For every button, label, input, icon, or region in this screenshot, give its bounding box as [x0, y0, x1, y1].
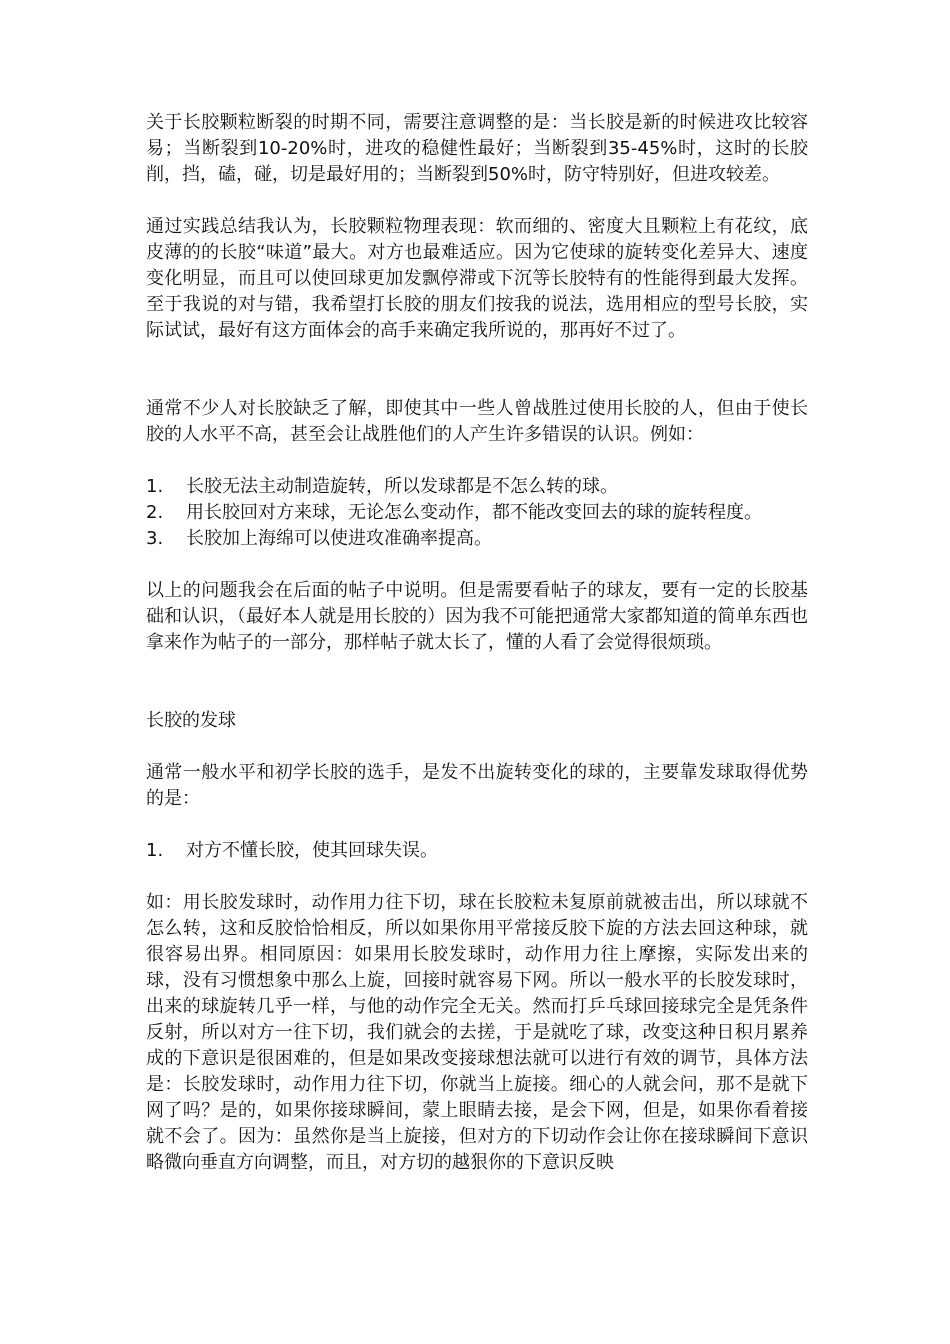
- spacer: [146, 812, 808, 838]
- paragraph-posts-note: 以上的问题我会在后面的帖子中说明。但是需要看帖子的球友，要有一定的长胶基础和认识，（最好本人就是用长胶的）因为我不可能把通常大家都知道的简单东西也拿来作为帖子的一部分，那样帖子就太长了，懂的人看了会觉得很烦琐。: [146, 580, 808, 653]
- spacer: [146, 734, 808, 760]
- paragraph-particle-breakage: 关于长胶颗粒断裂的时期不同，需要注意调整的是：当长胶是新的时候进攻比较容易；当断裂到10-20%时，进攻的稳健性最好；当断裂到35-45%时，这时的长胶削，挡，磕，碰，切是最好用的；当断裂到50%时，防守特别好，但进攻较差。: [146, 112, 808, 185]
- list-item: [146, 474, 808, 500]
- list-item-text: 长胶加上海绵可以使进攻准确率提高。: [186, 528, 492, 549]
- section-heading: 长胶的发球: [146, 710, 236, 731]
- list-item-text: 用长胶回对方来球，无论怎么变动作，都不能改变回去的球的旋转程度。: [186, 502, 762, 523]
- list-item-text: 长胶无法主动制造旋转，所以发球都是不怎么转的球。: [186, 476, 618, 497]
- paragraph-serve-intro: 通常一般水平和初学长胶的选手，是发不出旋转变化的球的，主要靠发球取得优势的是：: [146, 762, 808, 809]
- list-item: [146, 500, 808, 526]
- list-item: [146, 526, 808, 552]
- paragraph-practice-summary: 通过实践总结我认为，长胶颗粒物理表现：软而细的、密度大且颗粒上有花纹，底皮薄的的长胶“味道”最大。对方也最难适应。因为它使球的旋转变化差异大、速度变化明显，而且可以使回球更加发飘停滞或下沉等长胶特有的性能得到最大发挥。至于我说的对与错，我希望打长胶的朋友们按我的说法，选用相应的型号长胶，实际试试，最好有这方面体会的高手来确定我所说的，那再好不过了。: [146, 216, 808, 341]
- spacer: [146, 448, 808, 474]
- list-item-number: 3.: [146, 528, 164, 549]
- list-item: [146, 838, 808, 864]
- list-item-number: 1.: [146, 476, 164, 497]
- spacer: [146, 344, 808, 396]
- misconceptions-list: [146, 474, 808, 552]
- spacer: [146, 552, 808, 578]
- list-item-number: 1.: [146, 840, 164, 861]
- list-item-number: 2.: [146, 502, 164, 523]
- paragraph-serve-example: 如：用长胶发球时，动作用力往下切，球在长胶粒未复原前就被击出，所以球就不怎么转，这和反胶恰恰相反，所以如果你用平常接反胶下旋的方法去回这种球，就很容易出界。相同原因：如果用长胶发球时，动作用力往上摩擦，实际发出来的球，没有习惯想象中那么上旋，回接时就容易下网。所以一般水平的长胶发球时，出来的球旋转几乎一样，与他的动作完全无关。然而打乒乓球回接球完全是凭条件反射，所以对方一往下切，我们就会的去搓，于是就吃了球，改变这种日积月累养成的下意识是很困难的，但是如果改变接球想法就可以进行有效的调节，具体方法是：长胶发球时，动作用力往下切，你就当上旋接。细心的人就会问，那不是就下网了吗？是的，如果你接球瞬间，蒙上眼睛去接，是会下网，但是，如果你看着接就不会了。因为：虽然你是当上旋接，但对方的下切动作会让你在接球瞬间下意识略微向垂直方向调整，而且，对方切的越狠你的下意识反映: [146, 892, 808, 1173]
- paragraph-misconceptions-intro: 通常不少人对长胶缺乏了解，即使其中一些人曾战胜过使用长胶的人，但由于使长胶的人水平不高，甚至会让战胜他们的人产生许多错误的认识。例如：: [146, 398, 808, 445]
- serve-advantages-list: [146, 838, 808, 864]
- spacer: [146, 864, 808, 890]
- spacer: [146, 656, 808, 708]
- list-item-text: 对方不懂长胶，使其回球失误。: [186, 840, 438, 861]
- spacer: [146, 188, 808, 214]
- document-page: [146, 110, 808, 1176]
